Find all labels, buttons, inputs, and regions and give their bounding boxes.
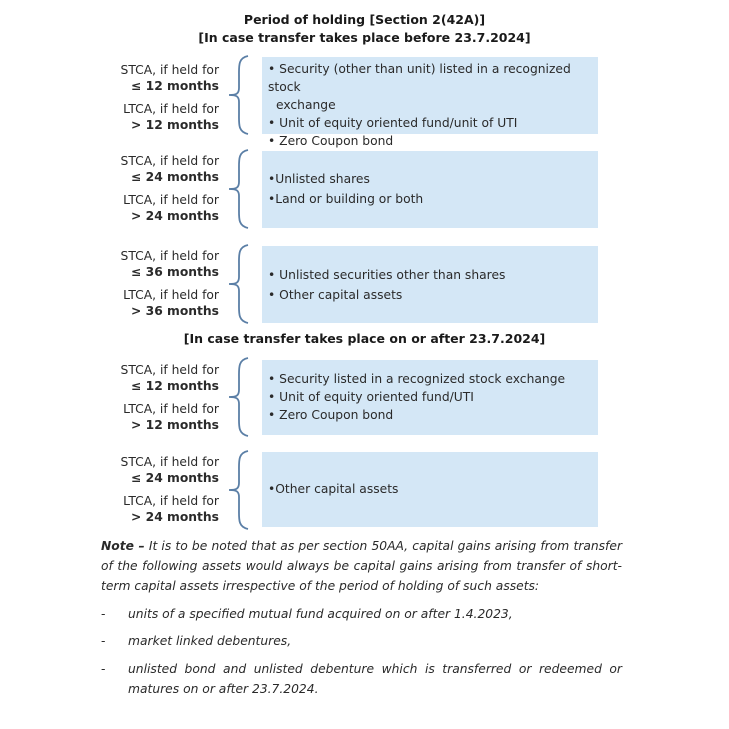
asset-item: • Security listed in a recognized stock exchange xyxy=(268,372,566,386)
asset-item: • Zero Coupon bond xyxy=(268,408,394,422)
curly-brace-icon xyxy=(226,243,258,325)
stca-period: ≤ 24 months xyxy=(131,471,219,485)
ltca-label: LTCA, if held for xyxy=(123,494,219,508)
asset-item: • Zero Coupon bond xyxy=(268,134,394,148)
ltca-label: LTCA, if held for xyxy=(123,193,219,207)
dash-bullet: - xyxy=(101,607,106,621)
ltca-label: LTCA, if held for xyxy=(123,402,219,416)
ltca-label: LTCA, if held for xyxy=(123,102,219,116)
ltca-period: > 24 months xyxy=(131,510,219,524)
section-subtitle-before: [In case transfer takes place before 23.7.2024] xyxy=(198,30,531,45)
asset-item: •Other capital assets xyxy=(268,482,399,496)
note-paragraph xyxy=(101,536,622,596)
note-text: It is to be noted that as per section 50AA, capital gains arising from transfer of the following assets would always be capital gains arising from transfer of short-term capital assets irrespective of the period of holding of such assets: xyxy=(101,539,623,593)
period-labels xyxy=(95,153,219,224)
curly-brace-icon xyxy=(226,54,258,136)
note-item-text: units of a specified mutual fund acquired on or after 1.4.2023, xyxy=(128,607,513,621)
curly-brace-icon xyxy=(226,449,258,531)
dash-bullet: - xyxy=(101,634,106,648)
stca-label: STCA, if held for xyxy=(120,455,219,469)
stca-period: ≤ 12 months xyxy=(131,379,219,393)
ltca-period: > 12 months xyxy=(131,418,219,432)
asset-item: • Security (other than unit) listed in a recognized stock xyxy=(268,62,571,94)
asset-item: •Unlisted shares xyxy=(268,172,370,186)
asset-box xyxy=(262,151,598,228)
stca-period: ≤ 24 months xyxy=(131,170,219,184)
asset-box xyxy=(262,246,598,323)
stca-label: STCA, if held for xyxy=(120,154,219,168)
stca-label: STCA, if held for xyxy=(120,63,219,77)
stca-period: ≤ 36 months xyxy=(131,265,219,279)
asset-item: • Unlisted securities other than shares xyxy=(268,268,506,282)
ltca-label: LTCA, if held for xyxy=(123,288,219,302)
period-labels xyxy=(95,454,219,525)
page-title: Period of holding [Section 2(42A)] xyxy=(243,12,486,27)
note-item-text: unlisted bond and unlisted debenture which is transferred or redeemed or matures on or after 23.7.2024. xyxy=(128,662,622,696)
asset-item: • Unit of equity oriented fund/unit of UTI xyxy=(268,116,518,130)
period-labels xyxy=(95,362,219,433)
asset-box xyxy=(262,360,598,435)
asset-item: • Unit of equity oriented fund/UTI xyxy=(268,390,474,404)
period-labels xyxy=(95,62,219,133)
period-labels xyxy=(95,248,219,319)
dash-bullet: - xyxy=(101,662,106,676)
note-label: Note – xyxy=(101,539,145,553)
asset-item: exchange xyxy=(276,98,336,112)
asset-item: •Land or building or both xyxy=(268,192,424,206)
curly-brace-icon xyxy=(226,148,258,230)
stca-period: ≤ 12 months xyxy=(131,79,219,93)
asset-box xyxy=(262,452,598,527)
stca-label: STCA, if held for xyxy=(120,249,219,263)
stca-label: STCA, if held for xyxy=(120,363,219,377)
ltca-period: > 24 months xyxy=(131,209,219,223)
curly-brace-icon xyxy=(226,356,258,438)
asset-item: • Other capital assets xyxy=(268,288,403,302)
note-item-text: market linked debentures, xyxy=(128,634,292,648)
section-subtitle-after: [In case transfer takes place on or after 23.7.2024] xyxy=(183,331,546,346)
ltca-period: > 12 months xyxy=(131,118,219,132)
asset-box xyxy=(262,57,598,148)
ltca-period: > 36 months xyxy=(131,304,219,318)
